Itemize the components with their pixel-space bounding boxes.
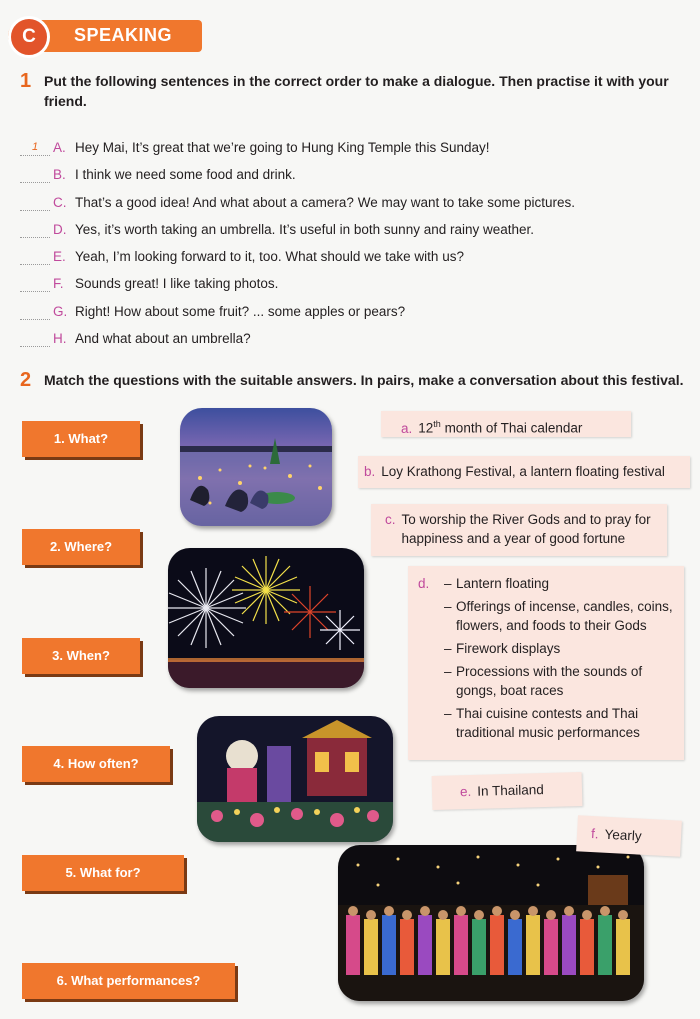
line-letter: D. (53, 222, 67, 237)
section-title: SPEAKING (74, 25, 173, 45)
task1-instruction: Put the following sentences in the correct order to make a dialogue. Then practise it with your friend. (44, 73, 669, 109)
task2-instruction: Match the questions with the suitable answers. In pairs, make a conversation about this festival. (44, 372, 684, 388)
question-when: 3. When? (22, 638, 140, 674)
answer-letter: b. (364, 464, 376, 479)
line-text: Yes, it’s worth taking an umbrella. It’s useful in both sunny and rainy weather. (75, 222, 535, 237)
dialogue-line-a (20, 137, 489, 159)
order-blank[interactable] (20, 196, 50, 211)
order-blank[interactable] (20, 332, 50, 347)
line-letter: B. (53, 167, 66, 182)
dialogue-line-d (20, 219, 534, 241)
section-badge: C (8, 16, 50, 58)
line-text: Hey Mai, It’s great that we’re going to Hung King Temple this Sunday! (75, 140, 490, 155)
dialogue-line-c (20, 192, 575, 214)
answer-card-d (408, 566, 684, 760)
task1-number: 1 (20, 70, 32, 92)
line-letter: A. (53, 140, 66, 155)
line-letter: G. (53, 304, 68, 319)
answer-letter: a. (401, 420, 413, 436)
traditional-performance-photo (338, 845, 644, 1001)
answer-card-a: a. 12th month of Thai calendar (381, 411, 631, 437)
activity-item: – Processions with the sounds of gongs, boat races (444, 664, 643, 698)
answer-letter: c. (385, 512, 396, 527)
answer-card-c: c. To worship the River Gods and to pray for happiness and a year of good fortune (371, 504, 667, 556)
order-blank[interactable] (20, 250, 50, 265)
question-where: 2. Where? (22, 529, 140, 565)
dialogue-line-h (20, 328, 251, 350)
line-letter: E. (53, 249, 66, 264)
lantern-floating-photo (180, 408, 332, 526)
question-what: 1. What? (22, 421, 140, 457)
dialogue-line-e (20, 246, 464, 268)
answer-card-e: e. In Thailand (432, 772, 583, 810)
activity-item: – Firework displays (444, 641, 561, 656)
question-what-performances: 6. What performances? (22, 963, 235, 999)
answer-letter: f. (590, 826, 599, 842)
line-letter: H. (53, 331, 67, 346)
answer-letter: e. (459, 783, 472, 800)
line-text: Right! How about some fruit? ... some apples or pears? (75, 304, 406, 319)
activity-item: – Offerings of incense, candles, coins, flowers, and foods to their Gods (444, 599, 673, 633)
answer-card-f: f. Yearly (576, 815, 682, 856)
fireworks-photo (168, 548, 364, 688)
line-letter: C. (53, 195, 67, 210)
line-text: I think we need some food and drink. (75, 167, 296, 182)
order-blank[interactable] (20, 277, 50, 292)
task2-number: 2 (20, 369, 32, 391)
temple-procession-photo (197, 716, 393, 842)
line-letter: F. (53, 276, 64, 291)
question-what-for: 5. What for? (22, 855, 184, 891)
line-text: And what about an umbrella? (75, 331, 251, 346)
dialogue-line-g (20, 301, 405, 323)
line-text: Yeah, I’m looking forward to it, too. What should we take with us? (75, 249, 464, 264)
dialogue-line-b (20, 164, 296, 186)
activity-item: – Thai cuisine contests and Thai traditional music performances (444, 706, 640, 740)
line-text: Sounds great! I like taking photos. (75, 276, 279, 291)
dialogue-line-f (20, 273, 278, 295)
order-blank[interactable]: 1 (20, 141, 50, 156)
order-blank[interactable] (20, 305, 50, 320)
order-blank[interactable] (20, 168, 50, 183)
order-blank[interactable] (20, 223, 50, 238)
answer-card-b: b. Loy Krathong Festival, a lantern floating festival (358, 456, 690, 488)
answer-letter: d. (418, 576, 430, 591)
line-text: That’s a good idea! And what about a camera? We may want to take some pictures. (75, 195, 576, 210)
activity-item: – Lantern floating (444, 576, 550, 591)
question-how-often: 4. How often? (22, 746, 170, 782)
